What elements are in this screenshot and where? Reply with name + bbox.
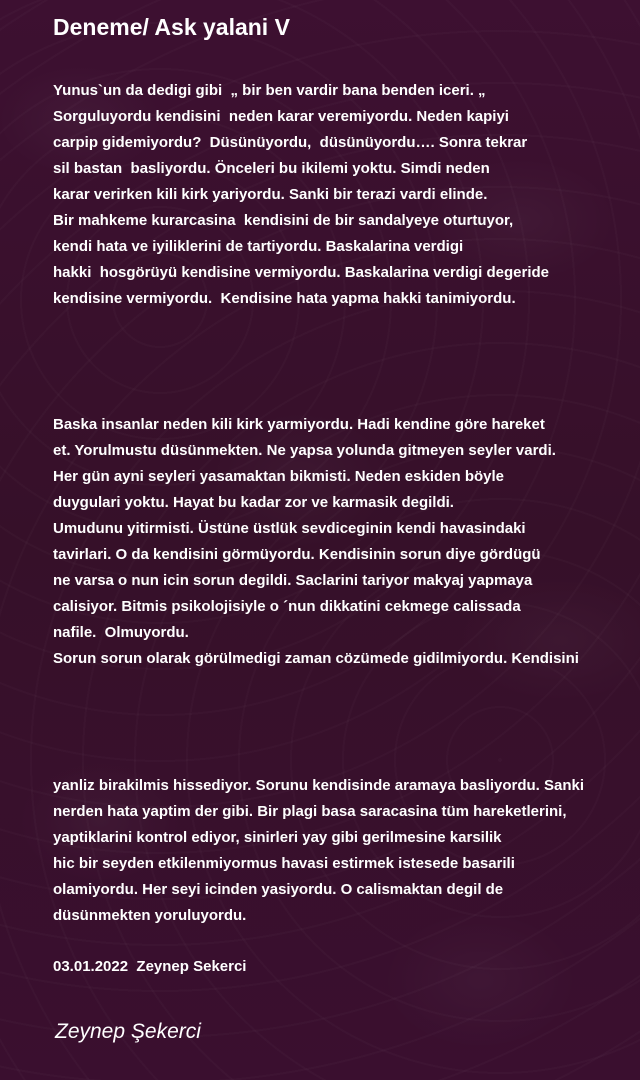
author-name: Zeynep Şekerci	[55, 1020, 201, 1043]
poem-line: Bir mahkeme kurarcasina kendisini de bir sandalyeye oturtuyor,	[53, 212, 514, 229]
poem-line: yanliz birakilmis hissediyor. Sorunu kendisinde aramaya basliyordu. Sanki	[53, 777, 585, 794]
poem-line: hakki hosgörüyü kendisine vermiyordu. Baskalarina verdigi degeride	[53, 264, 550, 281]
poem-line: Sorun sorun olarak görülmedigi zaman cözümede gidilmiyordu. Kendisini	[53, 650, 579, 667]
poem-line: Yunus`un da dedigi gibi „ bir ben vardir bana benden iceri. „	[53, 82, 486, 99]
poem-line: kendisine vermiyordu. Kendisine hata yapma hakki tanimiyordu.	[53, 290, 516, 307]
poem-line: sil bastan basliyordu. Önceleri bu ikilemi yoktu. Simdi neden	[53, 160, 490, 177]
poem-stanza	[53, 412, 633, 672]
poem-line: Umudunu yitirmisti. Üstüne üstlük sevdiceginin kendi havasindaki	[53, 520, 526, 537]
poem-line: et. Yorulmustu düsünmekten. Ne yapsa yolunda gitmeyen seyler vardi.	[53, 442, 556, 459]
poem-line: calisiyor. Bitmis psikolojisiyle o ´nun dikkatini cekmege calissada	[53, 598, 521, 615]
poem-line: duygulari yoktu. Hayat bu kadar zor ve karmasik degildi.	[53, 494, 454, 511]
poem-line: Her gün ayni seyleri yasamaktan bikmisti. Neden eskiden böyle	[53, 468, 505, 485]
poem-line: kendi hata ve iyiliklerini de tartiyordu. Baskalarina verdigi	[53, 238, 464, 255]
poem-stanza	[53, 773, 633, 929]
poem-line: nafile. Olmuyordu.	[53, 624, 189, 641]
poem-line: düsünmekten yoruluyordu.	[53, 907, 247, 924]
poem-stanza	[53, 78, 633, 312]
poem-line: Sorguluyordu kendisini neden karar veremiyordu. Neden kapiyi	[53, 108, 509, 125]
poem-line: Baska insanlar neden kili kirk yarmiyordu. Hadi kendine göre hareket	[53, 416, 545, 433]
poem-title: Deneme/ Ask yalani V	[53, 14, 290, 40]
poem-line: hic bir seyden etkilenmiyormus havasi estirmek istesede basarili	[53, 855, 515, 872]
poem-line: olamiyordu. Her seyi icinden yasiyordu. O calismaktan degil de	[53, 881, 504, 898]
date-signature: 03.01.2022 Zeynep Sekerci	[53, 958, 247, 975]
poem-line: nerden hata yaptim der gibi. Bir plagi basa saracasina tüm hareketlerini,	[53, 803, 567, 820]
poem-line: carpip gidemiyordu? Düsünüyordu, düsünüyordu…. Sonra tekrar	[53, 134, 528, 151]
poem-line: ne varsa o nun icin sorun degildi. Saclarini tariyor makyaj yapmaya	[53, 572, 533, 589]
poem-line: tavirlari. O da kendisini görmüyordu. Kendisinin sorun diye gördügü	[53, 546, 541, 563]
poem-line: karar verirken kili kirk yariyordu. Sanki bir terazi vardi elinde.	[53, 186, 488, 203]
poem-line: yaptiklarini kontrol ediyor, sinirleri yay gibi gerilmesine karsilik	[53, 829, 502, 846]
